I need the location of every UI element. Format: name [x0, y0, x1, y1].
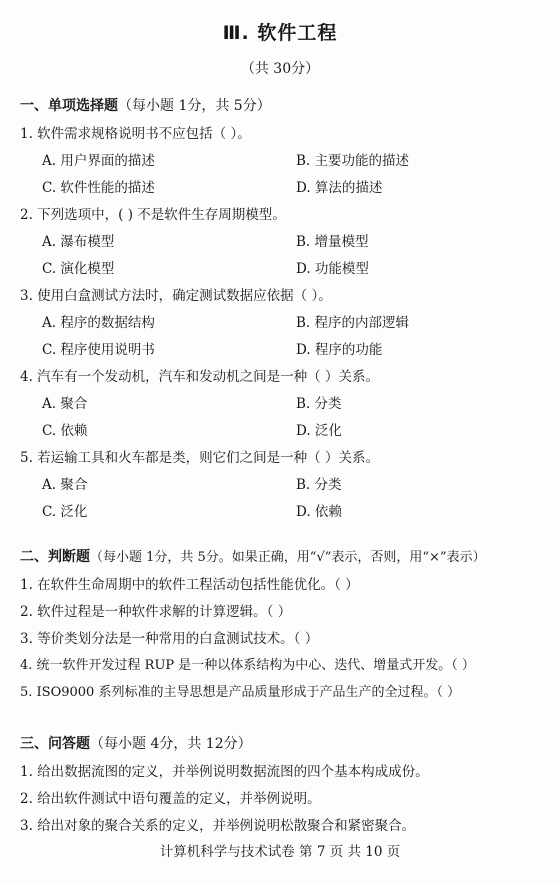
section2-note: （每小题 1分，共 5分。如果正确，用“√”表示，否则，用“×”表示） — [90, 550, 486, 565]
question-1-stem: 1. 软件需求规格说明书不应包括（ ）。 — [20, 126, 251, 142]
page-title: Ⅲ. 软件工程 — [222, 22, 338, 44]
question-2-stem: 2. 下列选项中，( ) 不是软件生存周期模型。 — [20, 207, 286, 223]
section3-heading: 三、问答题 — [20, 736, 90, 752]
section1-heading: 一、单项选择题 — [20, 98, 118, 114]
essay-item-1: 1. 给出数据流图的定义，并举例说明数据流图的四个基本构成成份。 — [20, 764, 429, 780]
section2-heading: 二、判断题 — [20, 549, 90, 565]
judge-item-3: 3. 等价类划分法是一种常用的白盒测试技术。（ ） — [20, 631, 319, 647]
page-subtitle: （共 30分） — [240, 61, 320, 77]
section1-title — [20, 95, 271, 115]
question-2-option-a: A. 瀑布模型 — [42, 234, 115, 250]
section3-note: （每小题 4分，共 12分） — [90, 736, 252, 752]
question-4-option-a: A. 聚合 — [42, 396, 88, 412]
question-3-option-a: A. 程序的数据结构 — [42, 315, 155, 331]
question-4-option-d: D. 泛化 — [296, 423, 342, 439]
section3-title — [20, 733, 252, 753]
question-5-stem: 5. 若运输工具和火车都是类，则它们之间是一种（ ）关系。 — [20, 450, 379, 466]
section2-title — [20, 546, 486, 566]
question-5-option-b: B. 分类 — [296, 477, 342, 493]
question-1-option-d: D. 算法的描述 — [296, 180, 383, 196]
question-5-option-a: A. 聚合 — [42, 477, 88, 493]
question-4-option-b: B. 分类 — [296, 396, 342, 412]
judge-item-5: 5. ISO9000 系列标准的主导思想是产品质量形成于产品生产的全过程。（ ） — [20, 685, 461, 700]
essay-item-3: 3. 给出对象的聚合关系的定义，并举例说明松散聚合和紧密聚合。 — [20, 818, 416, 834]
question-3-option-d: D. 程序的功能 — [296, 342, 383, 358]
question-3-option-c: C. 程序使用说明书 — [42, 342, 155, 358]
question-4-stem: 4. 汽车有一个发动机，汽车和发动机之间是一种（ ）关系。 — [20, 369, 379, 385]
question-1-option-b: B. 主要功能的描述 — [296, 153, 410, 169]
judge-item-4: 4. 统一软件开发过程 RUP 是一种以体系结构为中心、迭代、增量式开发。（ ） — [20, 658, 475, 673]
question-5-option-c: C. 泛化 — [42, 504, 88, 520]
question-3-stem: 3. 使用白盒测试方法时，确定测试数据应依据（ ）。 — [20, 288, 332, 304]
question-2-option-c: C. 演化模型 — [42, 261, 115, 277]
question-1-option-a: A. 用户界面的描述 — [42, 153, 155, 169]
question-1-option-c: C. 软件性能的描述 — [42, 180, 155, 196]
judge-item-1: 1. 在软件生命周期中的软件工程活动包括性能优化。（ ） — [20, 577, 359, 593]
page-footer: 计算机科学与技术试卷 第 7 页 共 10 页 — [159, 844, 401, 860]
question-2-option-d: D. 功能模型 — [296, 261, 369, 277]
section1-note: （每小题 1分，共 5分） — [118, 98, 271, 114]
question-5-option-d: D. 依赖 — [296, 504, 342, 520]
question-2-option-b: B. 增量模型 — [296, 234, 369, 250]
question-3-option-b: B. 程序的内部逻辑 — [296, 315, 410, 331]
judge-item-2: 2. 软件过程是一种软件求解的计算逻辑。（ ） — [20, 604, 292, 620]
question-4-option-c: C. 依赖 — [42, 423, 88, 439]
essay-item-2: 2. 给出软件测试中语句覆盖的定义，并举例说明。 — [20, 791, 321, 807]
